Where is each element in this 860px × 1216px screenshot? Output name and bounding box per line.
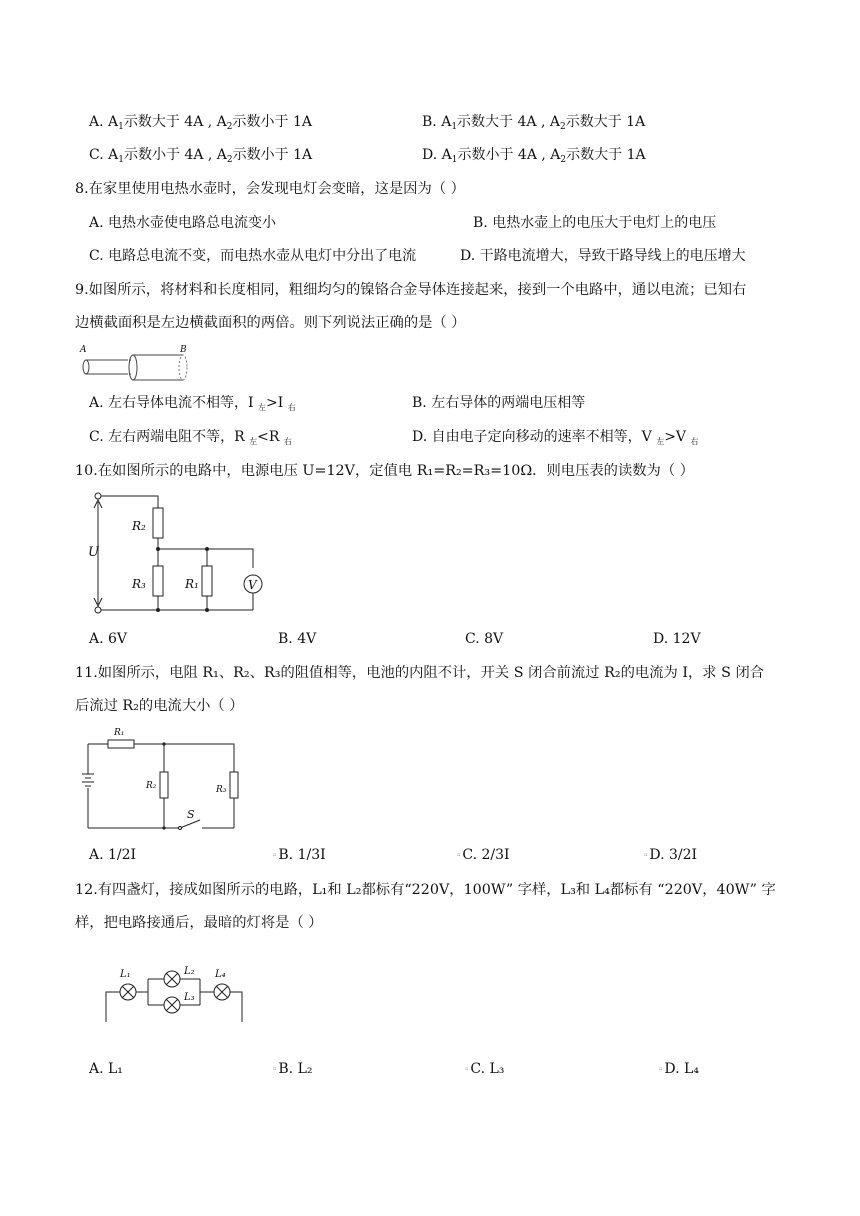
q10-label-r1: R₁ xyxy=(185,577,199,591)
q11-option-d[interactable]: ▫ D. 3/2I xyxy=(644,847,698,863)
q9-option-a[interactable]: A. 左右导体电流不相等，I $_左$>I $_右$ xyxy=(89,395,296,412)
q11-label-s: S xyxy=(187,808,195,821)
q7-option-b[interactable]: B. $A_1$示数大于 4A , $A_2$示数大于 1A xyxy=(422,114,646,132)
q10-label-r3: R₃ xyxy=(132,577,146,591)
q11-option-b[interactable]: ▫ B. 1/3I xyxy=(273,847,326,863)
q12-label-l2: L₂ xyxy=(184,966,195,977)
q8-option-a[interactable]: A. 电热水壶使电路总电流变小 xyxy=(89,215,277,231)
q10-voltmeter-label: V xyxy=(248,578,257,592)
q9-option-c[interactable]: C. 左右两端电阻不等，R $_左$<R $_右$ xyxy=(89,429,292,446)
q11-label-r2: R₂ xyxy=(146,781,157,791)
q12-stem-line1: 12.有四盏灯，接成如图所示的电路，L₁和 L₂都标有“220V，100W” 字样，L₃和 L₄都标有 “220V，40W” 字 xyxy=(75,882,776,898)
q8-option-b[interactable]: B. 电热水壶上的电压大于电灯上的电压 xyxy=(473,215,717,231)
q12-circuit-figure xyxy=(104,962,254,1026)
q10-option-b[interactable]: B. 4V xyxy=(278,631,317,647)
q12-label-l3: L₃ xyxy=(184,992,195,1003)
q9-label-b: B xyxy=(180,345,187,355)
q9-stem-line1: 9.如图所示，将材料和长度相同，粗细均匀的镍铬合金导体连接起来，接到一个电路中，通以电流；已知右 xyxy=(75,282,747,298)
q9-conductor-figure xyxy=(78,343,198,383)
q11-label-r1: R₁ xyxy=(114,728,125,738)
q7-option-c[interactable]: C. $A_1$示数小于 4A , $A_2$示数小于 1A xyxy=(89,147,313,165)
q9-stem-line2: 边横截面积是左边横截面积的两倍。则下列说法正确的是（ ） xyxy=(75,315,466,331)
q8-stem: 8.在家里使用电热水壶时，会发现电灯会变暗，这是因为（ ） xyxy=(75,181,465,197)
q10-option-d[interactable]: D. 12V xyxy=(653,631,701,647)
q12-lamp-l1 xyxy=(120,984,136,1000)
q9-label-a: A xyxy=(80,345,87,355)
q10-circuit-figure xyxy=(88,490,268,620)
q12-stem-line2: 样，把电路接通后，最暗的灯将是（ ） xyxy=(75,915,323,931)
q8-option-d[interactable]: D. 干路电流增大，导致干路导线上的电压增大 xyxy=(460,248,746,264)
q11-stem-line2: 后流过 R₂的电流大小（ ） xyxy=(75,698,244,714)
q12-option-a[interactable]: A. L₁ xyxy=(89,1061,123,1077)
q7-option-a[interactable]: A. $A_1$示数大于 4A , $A_2$示数小于 1A xyxy=(89,114,312,132)
q10-option-c[interactable]: C. 8V xyxy=(465,631,504,647)
q11-option-a[interactable]: A. 1/2I xyxy=(89,847,137,863)
q11-label-r3: R₃ xyxy=(216,785,227,795)
q10-label-r2: R₂ xyxy=(132,519,146,533)
q12-label-l1: L₁ xyxy=(120,969,131,980)
q12-option-c[interactable]: ▫ C. L₃ xyxy=(465,1061,505,1077)
q7-option-d[interactable]: D. $A_1$示数小于 4A , $A_2$示数大于 1A xyxy=(422,147,646,165)
q10-label-u: U xyxy=(88,545,99,560)
q10-option-a[interactable]: A. 6V xyxy=(89,631,128,647)
q12-label-l4: L₄ xyxy=(215,969,226,980)
q12-option-b[interactable]: ▫ B. L₂ xyxy=(273,1061,313,1077)
q10-stem: 10.在如图所示的电路中，电源电压 U=12V，定值电 R₁=R₂=R₃=10Ω．则电压表的读数为（ ） xyxy=(75,463,694,479)
q11-option-c[interactable]: ▫ C. 2/3I xyxy=(457,847,510,863)
q8-option-c[interactable]: C. 电路总电流不变，而电热水壶从电灯中分出了电流 xyxy=(89,248,417,264)
q12-lamp-l4 xyxy=(214,984,230,1000)
q12-lamp-l2 xyxy=(164,971,180,987)
q9-option-d[interactable]: D. 自由电子定向移动的速率不相等，V $_左$>V $_右$ xyxy=(412,429,699,446)
q12-lamp-l3 xyxy=(164,997,180,1013)
q11-stem-line1: 11.如图所示，电阻 R₁、R₂、R₃的阻值相等，电池的内阻不计，开关 S 闭合前流过 R₂的电流为 I，求 S 闭合 xyxy=(75,665,765,681)
q9-option-b[interactable]: B. 左右导体的两端电压相等 xyxy=(412,395,586,411)
q11-circuit-figure xyxy=(84,726,244,832)
q12-option-d[interactable]: ▫ D. L₄ xyxy=(659,1061,699,1077)
